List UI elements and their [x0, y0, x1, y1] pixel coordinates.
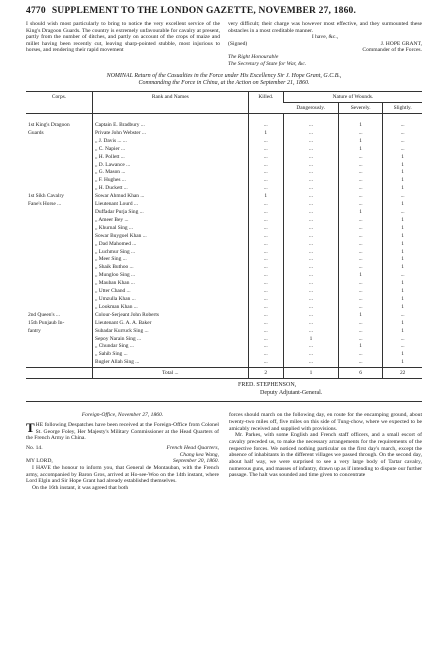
table-row	[26, 288, 422, 296]
row-rank: „ H. Duckett ...	[92, 185, 248, 193]
signed-label: (Signed)	[228, 40, 248, 47]
table-row	[26, 249, 422, 257]
letter-number: No. 14.	[26, 444, 43, 451]
row-severely: ...	[338, 201, 382, 209]
row-slightly: ...	[383, 343, 422, 351]
row-dangerously: ...	[283, 280, 338, 288]
row-rank: „ Ameer Bey ...	[92, 217, 248, 225]
row-rank: Lieutenant G. A. A. Baker	[92, 320, 248, 328]
row-slightly: 1	[383, 217, 422, 225]
row-corps	[26, 272, 92, 280]
row-killed: ...	[248, 351, 283, 359]
row-killed: ...	[248, 280, 283, 288]
row-dangerously: ...	[283, 225, 338, 233]
row-killed: ...	[248, 312, 283, 320]
signatory-name: J. HOPE GRANT,	[380, 40, 422, 47]
table-row	[26, 312, 422, 320]
row-killed: ...	[248, 241, 283, 249]
row-slightly	[383, 114, 422, 122]
row-corps	[26, 185, 92, 193]
table-row	[26, 130, 422, 138]
row-slightly: 1	[383, 280, 422, 288]
nominal-return-heading	[26, 73, 422, 87]
row-severely: 1	[338, 122, 382, 130]
row-killed: ...	[248, 320, 283, 328]
letter-date: September 20, 1860.	[173, 458, 219, 465]
row-killed: ...	[248, 304, 283, 312]
table-row	[26, 343, 422, 351]
row-rank: „ Luchmur Sing ...	[92, 249, 248, 257]
table-row	[26, 209, 422, 217]
row-dangerously: ...	[283, 272, 338, 280]
row-killed: ...	[248, 217, 283, 225]
table-row	[26, 185, 422, 193]
row-dangerously: ...	[283, 328, 338, 336]
salutation: MY LORD,	[26, 458, 53, 465]
row-corps	[26, 225, 92, 233]
gazette-page	[26, 6, 422, 492]
row-severely: ...	[338, 241, 382, 249]
letter-body-1: I HAVE the honour to inform you, that General de Montauban, with the French army, accompanied by Baron Gros, arrived at Ho-see-Woo on the 14th instant, where Lord Elgin and Sir Hope Grant had already established themselves.	[26, 465, 219, 485]
row-severely: ...	[338, 320, 382, 328]
row-corps	[26, 154, 92, 162]
row-slightly: ...	[383, 138, 422, 146]
row-corps	[26, 304, 92, 312]
row-rank: „ Shaik Buthoo ...	[92, 264, 248, 272]
row-slightly: 1	[383, 328, 422, 336]
total-severely: 6	[338, 368, 382, 379]
row-corps	[26, 264, 92, 272]
table-row	[26, 138, 422, 146]
total-dangerously: 1	[283, 368, 338, 379]
row-slightly: 1	[383, 264, 422, 272]
row-slightly: 1	[383, 201, 422, 209]
table-row	[26, 256, 422, 264]
row-corps	[26, 256, 92, 264]
row-slightly: 1	[383, 169, 422, 177]
row-corps	[26, 169, 92, 177]
top-right-paragraph: very difficult; their charge was however most effective, and they surmounted these obstacles in a most creditable manner.	[228, 21, 422, 34]
row-dangerously: ...	[283, 312, 338, 320]
row-dangerously: ...	[283, 162, 338, 170]
row-corps: 2nd Queen's ...	[28, 311, 60, 318]
row-rank: Captain E. Bradbury ...	[92, 122, 248, 130]
row-rank: Lieutenant Lourd ...	[92, 201, 248, 209]
row-rank: „ Umzulla Khan ...	[92, 296, 248, 304]
row-corps	[26, 288, 92, 296]
row-rank: „ D. Lawance ...	[92, 162, 248, 170]
row-severely: ...	[338, 328, 382, 336]
row-rank: „ Mungloo Sing ...	[92, 272, 248, 280]
col-rank: Rank and Names	[92, 92, 248, 114]
col-corps: Corps.	[51, 94, 67, 101]
letter-heading	[26, 445, 219, 452]
row-killed: ...	[248, 328, 283, 336]
row-severely: ...	[338, 264, 382, 272]
row-slightly: ...	[383, 272, 422, 280]
col-killed: Killed.	[248, 92, 283, 114]
row-corps	[26, 177, 92, 185]
top-columns	[26, 21, 422, 67]
row-corps	[26, 209, 92, 217]
row-slightly: ...	[383, 312, 422, 320]
row-corps: 1st King's Dragoon	[28, 122, 70, 129]
table-row	[26, 280, 422, 288]
casualties-table	[26, 91, 422, 379]
row-slightly: 1	[383, 185, 422, 193]
row-rank: Sowar Ahmud Khan ...	[92, 193, 248, 201]
row-slightly: 1	[383, 351, 422, 359]
row-rank	[92, 114, 248, 122]
row-corps	[26, 249, 92, 257]
divider	[26, 401, 422, 402]
row-slightly: 1	[383, 177, 422, 185]
row-corps: Fane's Horse ...	[28, 201, 62, 208]
letter-hq-2: Chang kea Wang,	[179, 451, 219, 458]
row-killed: ...	[248, 264, 283, 272]
nominal-line-1: NOMINAL Return of the Casualties in the Force under His Excellency Sir J. Hope Grant, G.C.B.,	[106, 73, 342, 80]
table-row	[26, 320, 422, 328]
row-killed: ...	[248, 296, 283, 304]
table-row	[26, 169, 422, 177]
row-dangerously: ...	[283, 185, 338, 193]
row-rank: „ Khurnal Sing ...	[92, 225, 248, 233]
row-severely: ...	[338, 256, 382, 264]
row-slightly: 1	[383, 162, 422, 170]
row-corps	[26, 146, 92, 154]
signoff-role: Deputy Adjutant-General.	[260, 389, 323, 396]
row-killed: ...	[248, 177, 283, 185]
total-row	[26, 368, 422, 379]
row-slightly: 1	[383, 304, 422, 312]
row-dangerously: ...	[283, 241, 338, 249]
row-rank: „ J. Davis ... ...	[92, 138, 248, 146]
row-dangerously: ...	[283, 154, 338, 162]
row-severely: ...	[338, 217, 382, 225]
row-severely: 1	[338, 272, 382, 280]
row-severely: ...	[338, 130, 382, 138]
row-dangerously	[283, 114, 338, 122]
row-dangerously: ...	[283, 359, 338, 367]
row-slightly: 1	[383, 241, 422, 249]
table-row	[26, 328, 422, 336]
row-severely: ...	[338, 280, 382, 288]
row-killed: ...	[248, 169, 283, 177]
row-killed: ...	[248, 154, 283, 162]
row-killed: ...	[248, 233, 283, 241]
table-row	[26, 233, 422, 241]
total-slightly: 22	[383, 368, 422, 379]
row-killed: ...	[248, 146, 283, 154]
lower-columns	[26, 412, 422, 492]
row-dangerously: ...	[283, 233, 338, 241]
row-rank: „ Lookman Khan ...	[92, 304, 248, 312]
row-dangerously: ...	[283, 130, 338, 138]
table-row	[26, 359, 422, 367]
foreign-office-heading: Foreign-Office, November 27, 1860.	[81, 412, 164, 419]
row-killed: 1	[248, 193, 283, 201]
row-killed: ...	[248, 138, 283, 146]
row-rank: Sowar Buygoel Khan ...	[92, 233, 248, 241]
row-rank: Private John Webster ...	[92, 130, 248, 138]
row-slightly: 1	[383, 154, 422, 162]
row-severely: ...	[338, 304, 382, 312]
row-rank: „ Utter Chand ...	[92, 288, 248, 296]
row-severely: ...	[338, 249, 382, 257]
addressee-line-1: The Right Honourable	[228, 53, 279, 60]
row-killed: ...	[248, 249, 283, 257]
col-dangerously: Dangerously.	[296, 105, 325, 112]
row-severely: 1	[338, 312, 382, 320]
row-slightly: ...	[383, 193, 422, 201]
table-row	[26, 122, 422, 130]
table-row	[26, 264, 422, 272]
row-corps	[26, 233, 92, 241]
row-corps	[26, 336, 92, 344]
table-row	[26, 217, 422, 225]
row-severely: ...	[338, 296, 382, 304]
row-killed: ...	[248, 288, 283, 296]
row-corps	[26, 162, 92, 170]
total-label: Total ...	[92, 368, 248, 379]
row-dangerously: ...	[283, 249, 338, 257]
signoff-name: FRED. STEPHENSON,	[238, 382, 297, 389]
row-rank: Bugler Allah Sing ...	[92, 359, 248, 367]
row-corps	[26, 241, 92, 249]
row-corps: Guards	[28, 129, 44, 136]
page-title: SUPPLEMENT TO THE LONDON GAZETTE, NOVEMBER 27, 1860.	[51, 6, 357, 16]
row-dangerously: ...	[283, 351, 338, 359]
table-row	[26, 201, 422, 209]
row-slightly: ...	[383, 336, 422, 344]
row-dangerously: ...	[283, 169, 338, 177]
row-killed: ...	[248, 122, 283, 130]
row-dangerously: ...	[283, 193, 338, 201]
row-rank: „ Mauban Khan ...	[92, 280, 248, 288]
closing: I have, &c.,	[311, 34, 339, 41]
row-killed: ...	[248, 272, 283, 280]
row-dangerously: ...	[283, 122, 338, 130]
row-severely: ...	[338, 359, 382, 367]
row-severely: 1	[338, 138, 382, 146]
row-dangerously: ...	[283, 304, 338, 312]
row-killed: 1	[248, 130, 283, 138]
page-number: 4770	[26, 6, 46, 16]
table-row	[26, 351, 422, 359]
row-corps	[26, 138, 92, 146]
row-rank: „ Meer Sing ...	[92, 256, 248, 264]
table-row	[26, 336, 422, 344]
row-corps	[26, 296, 92, 304]
row-rank: „ F. Hughes ...	[92, 177, 248, 185]
row-dangerously: ...	[283, 146, 338, 154]
row-dangerously: ...	[283, 320, 338, 328]
row-killed: ...	[248, 209, 283, 217]
row-rank: Sepoy Narain Sing ...	[92, 336, 248, 344]
row-corps	[26, 351, 92, 359]
despatch-intro-text: HE following Despatches have been received at the Foreign-Office from Colonel St. George Foley, Her Majesty's Military Commissioner at the Head Quarters of the French Army in China.	[26, 421, 219, 442]
lower-right-para-2: Mr. Parkes, with some English and French staff officers, and a small escort of cavalry preceded us, to make the necessary arrangements for the requirements of the respective forces. We noticed nothing particular on the first day's march, except the absence of inhabitants in the different villages we passed through. On the second day, about half way, we were surprised to see a very large body of Tartar cavalry, numerous guns, and masses of infantry, drawn up as if intending to dispute our further passage. The halt was sounded and time given to concentrate	[229, 432, 422, 479]
table-row	[26, 241, 422, 249]
lower-right-column	[229, 412, 422, 492]
row-severely: 1	[338, 146, 382, 154]
col-severely: Severely.	[338, 103, 382, 114]
row-corps: 15th Punjaub In-	[28, 319, 65, 326]
row-severely: ...	[338, 169, 382, 177]
row-killed: ...	[248, 201, 283, 209]
row-dangerously: ...	[283, 288, 338, 296]
row-severely: ...	[338, 185, 382, 193]
table-row	[26, 114, 422, 122]
row-killed: ...	[248, 256, 283, 264]
total-blank	[26, 368, 92, 379]
table-row	[26, 146, 422, 154]
table-row	[26, 177, 422, 185]
row-slightly: 1	[383, 225, 422, 233]
row-killed: ...	[248, 225, 283, 233]
casualties-body	[26, 114, 422, 368]
lower-left-column	[26, 412, 219, 492]
row-slightly: ...	[383, 130, 422, 138]
row-killed: ...	[248, 343, 283, 351]
signoff	[26, 382, 422, 397]
row-severely: ...	[338, 193, 382, 201]
row-severely: ...	[338, 233, 382, 241]
row-slightly: ...	[383, 146, 422, 154]
row-slightly: 1	[383, 233, 422, 241]
col-wounds: Nature of Wounds.	[283, 92, 422, 103]
row-corps: fantry	[28, 327, 41, 334]
row-killed: ...	[248, 359, 283, 367]
row-corps	[26, 217, 92, 225]
row-severely: ...	[338, 351, 382, 359]
row-corps	[26, 359, 92, 367]
row-dangerously: ...	[283, 296, 338, 304]
table-row	[26, 296, 422, 304]
row-severely: ...	[338, 154, 382, 162]
top-left-paragraph: I should wish most particularly to bring to notice the very excellent service of the King's Dragoon Guards. The country is extremely unfavourable for cavalry at present, partly from the number of ditches, and partly on account of the crops of maize and millet having been recently cut, leaving sharp-pointed stubble, most injurious to horses, and rendering their rapid movement	[26, 21, 220, 54]
table-row	[26, 154, 422, 162]
letter-hq-1: French Head Quarters,	[166, 444, 219, 451]
row-corps: 1st Sikh Cavalry	[28, 193, 64, 200]
row-dangerously: ...	[283, 217, 338, 225]
row-severely: ...	[338, 225, 382, 233]
row-severely: 1	[338, 343, 382, 351]
row-slightly: 1	[383, 296, 422, 304]
row-killed: ...	[248, 185, 283, 193]
row-dangerously: ...	[283, 343, 338, 351]
row-dangerously: ...	[283, 264, 338, 272]
row-dangerously: ...	[283, 201, 338, 209]
row-slightly: 1	[383, 256, 422, 264]
table-row	[26, 225, 422, 233]
row-slightly: 1	[383, 320, 422, 328]
addressee-line-2: The Secretary of State for War, &c.	[228, 60, 307, 67]
row-severely: 1	[338, 209, 382, 217]
row-killed: ...	[248, 162, 283, 170]
row-rank: „ C. Napier ...	[92, 146, 248, 154]
row-severely: ...	[338, 288, 382, 296]
row-corps	[26, 343, 92, 351]
table-row	[26, 193, 422, 201]
despatch-intro	[26, 419, 219, 442]
lower-right-para-1: forces should march on the following day, en route for the encamping ground, about twenty-two miles off, five miles on this side of Tung-chow, where we expected to be amicably received and supplied with provisions.	[229, 412, 422, 432]
row-rank: „ Chundar Sing ...	[92, 343, 248, 351]
row-corps	[26, 280, 92, 288]
top-right-column	[228, 21, 422, 67]
row-slightly: 1	[383, 249, 422, 257]
row-dangerously: ...	[283, 209, 338, 217]
row-rank: Duffadar Purja Sing ...	[92, 209, 248, 217]
row-rank: „ H. Pollett ...	[92, 154, 248, 162]
row-dangerously: ...	[283, 177, 338, 185]
row-dangerously: ...	[283, 256, 338, 264]
total-killed: 2	[248, 368, 283, 379]
signatory-role: Commander of the Forces.	[362, 47, 422, 54]
drop-cap: T	[26, 419, 35, 435]
row-dangerously: ...	[283, 138, 338, 146]
table-row	[26, 272, 422, 280]
row-slightly: ...	[383, 209, 422, 217]
row-rank: „ G. Mason ...	[92, 169, 248, 177]
row-corps	[26, 114, 92, 122]
row-rank: Subadar Kurruck Sing ...	[92, 328, 248, 336]
table-row	[26, 304, 422, 312]
row-severely: ...	[338, 162, 382, 170]
letter-body-2: On the 16th instant, it was agreed that both	[32, 485, 129, 492]
row-slightly: ...	[383, 122, 422, 130]
row-slightly: 1	[383, 288, 422, 296]
row-severely: ...	[338, 177, 382, 185]
row-severely	[338, 114, 382, 122]
row-killed: ...	[248, 336, 283, 344]
nominal-line-2: Commanding the Force in China, at the Action on September 21, 1860.	[138, 80, 310, 87]
row-severely: ...	[338, 336, 382, 344]
row-rank: Colour-Serjeant John Roberts	[92, 312, 248, 320]
table-row	[26, 162, 422, 170]
row-slightly: 1	[383, 359, 422, 367]
row-dangerously: 1	[283, 336, 338, 344]
page-header	[26, 6, 422, 16]
row-rank: „ Dad Mahomed ...	[92, 241, 248, 249]
row-rank: „ Sahib Sing ...	[92, 351, 248, 359]
col-slightly: Slightly.	[383, 103, 422, 114]
row-killed	[248, 114, 283, 122]
